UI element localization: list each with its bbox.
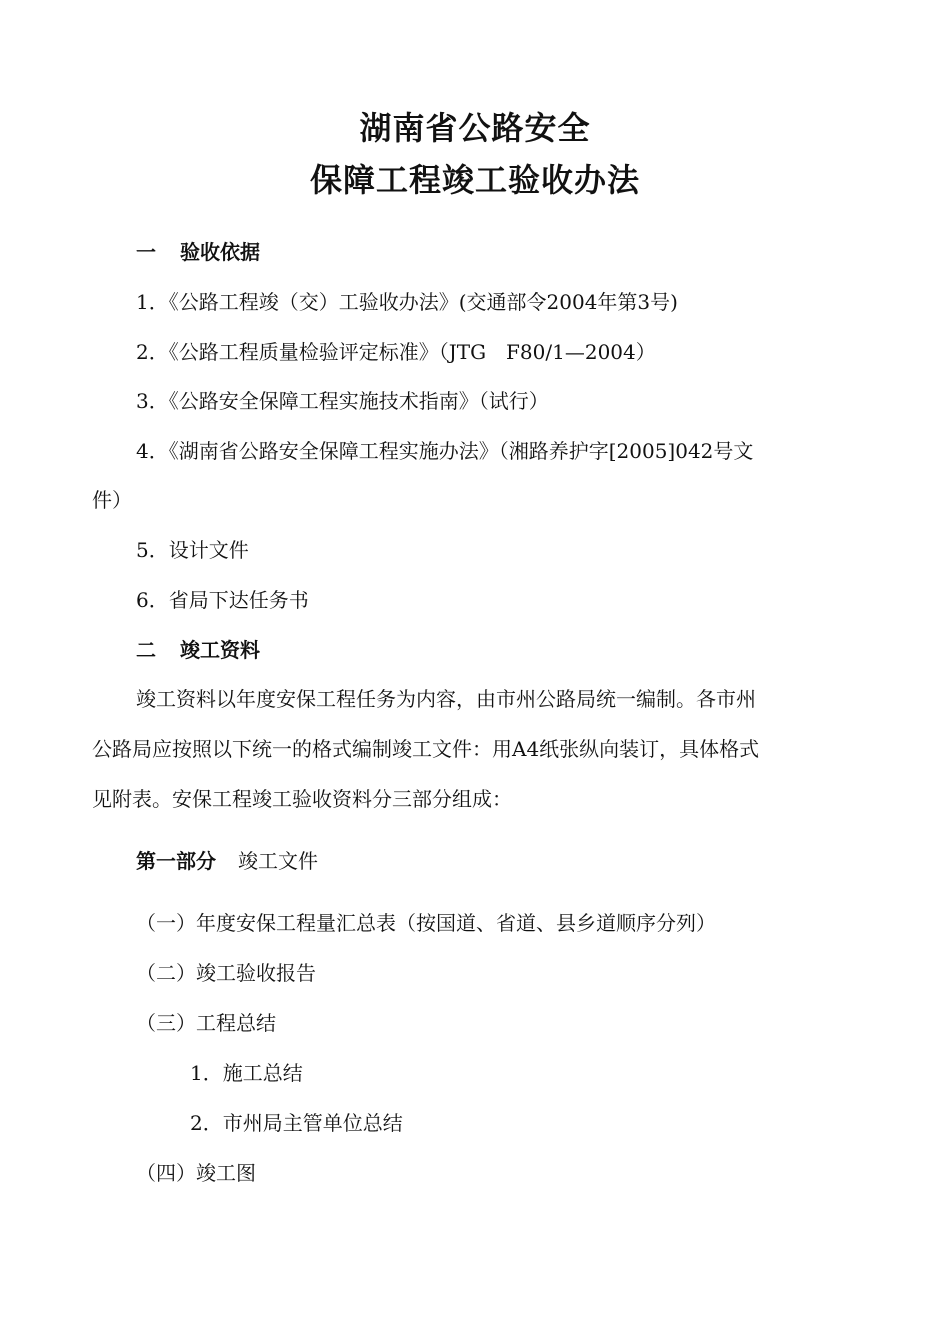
paragraph-line-3: 见附表。安保工程竣工验收资料分三部分组成： <box>92 787 512 811</box>
subitem-3: （三）工程总结 <box>136 1011 276 1035</box>
basis-item-2: 2．《公路工程质量检验评定标准》（JTG F80/1—2004） <box>136 340 656 364</box>
part-label: 第一部分 <box>136 849 216 873</box>
section-number: 一 <box>136 240 156 264</box>
paragraph-line-1: 竣工资料以年度安保工程任务为内容，由市州公路局统一编制。各市州 <box>136 687 756 711</box>
section-title: 竣工资料 <box>180 638 260 662</box>
subitem-2: （二）竣工验收报告 <box>136 961 316 985</box>
basis-item-1: 1．《公路工程竣（交）工验收办法》(交通部令2004年第3号) <box>136 290 678 314</box>
subitem-3-1: 1．施工总结 <box>190 1061 303 1085</box>
part-title: 竣工文件 <box>238 849 318 873</box>
basis-item-6: 6．省局下达任务书 <box>136 588 309 612</box>
document-title-line-2: 保障工程竣工验收办法 <box>309 161 640 199</box>
basis-item-5: 5．设计文件 <box>136 538 249 562</box>
section-number: 二 <box>136 638 156 662</box>
basis-item-4-continued: 件） <box>92 488 132 512</box>
section-heading-1 <box>136 237 260 267</box>
basis-item-3: 3．《公路安全保障工程实施技术指南》（试行） <box>136 389 549 413</box>
section-title: 验收依据 <box>180 240 260 264</box>
paragraph-line-2: 公路局应按照以下统一的格式编制竣工文件：用A4纸张纵向装订，具体格式 <box>92 737 760 761</box>
subitem-1: （一）年度安保工程量汇总表（按国道、省道、县乡道顺序分列） <box>136 911 716 935</box>
section-heading-2 <box>136 635 260 665</box>
basis-item-4: 4．《湖南省公路安全保障工程实施办法》（湘路养护字[2005]042号文 <box>136 439 754 463</box>
subitem-4: （四）竣工图 <box>136 1161 256 1185</box>
document-title-line-1: 湖南省公路安全 <box>359 109 591 147</box>
subitem-3-2: 2．市州局主管单位总结 <box>190 1111 403 1135</box>
part-heading <box>136 846 318 876</box>
